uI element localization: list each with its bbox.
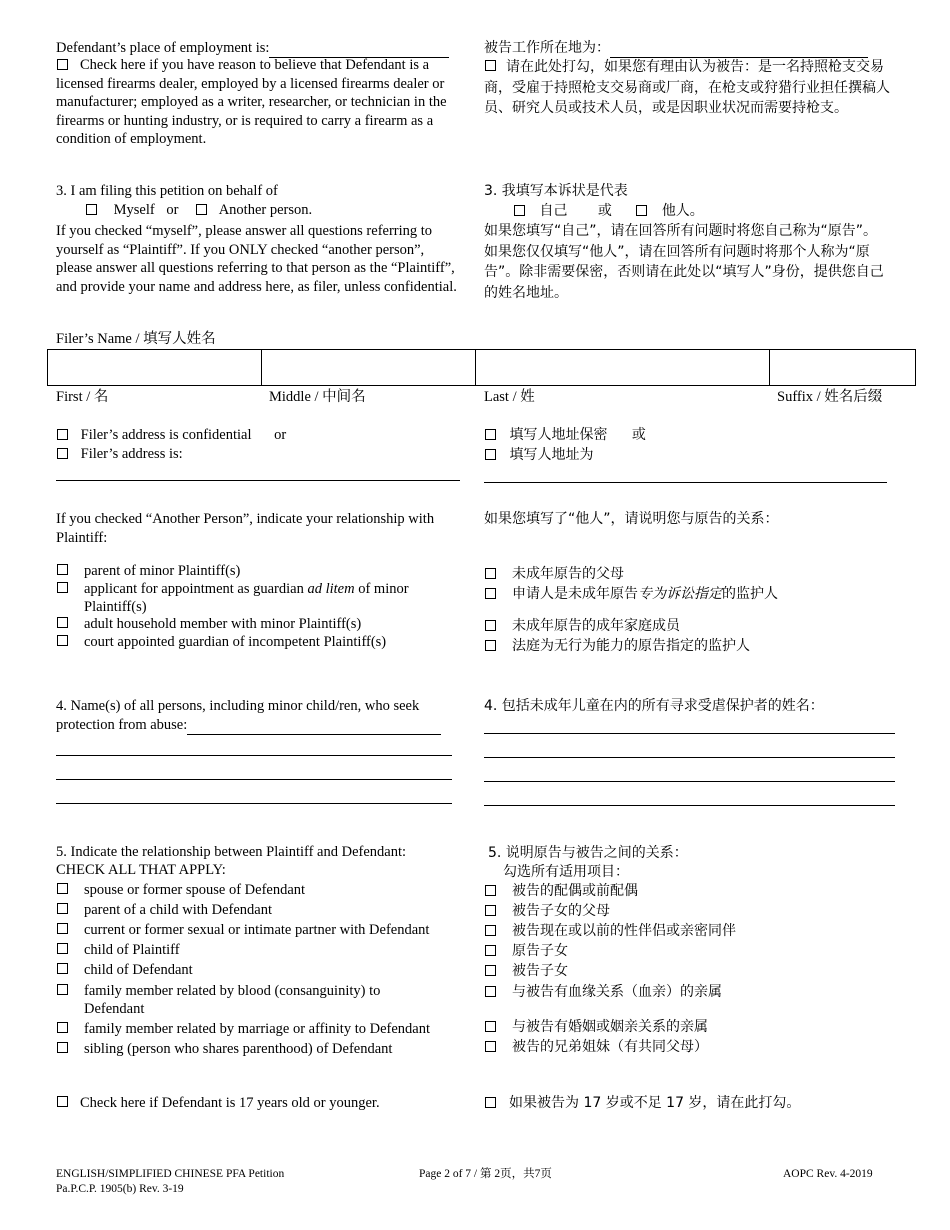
rel-sibling-label-en: sibling (person who shares parenthood) of Defendant	[84, 1041, 393, 1057]
rel-partner-label-zh: 被告现在或以前的性伴侣或亲密同伴	[512, 923, 736, 939]
last-name-caption: Last / 姓	[484, 389, 535, 405]
protected-persons-line-3[interactable]	[56, 779, 452, 780]
applicant-text-post: of minor	[354, 581, 409, 597]
last-name-input[interactable]	[476, 350, 770, 385]
applicant-guardian-checkbox-en[interactable]	[57, 582, 68, 593]
section5-subheading-en: CHECK ALL THAT APPLY:	[56, 862, 226, 878]
adult-household-checkbox-zh[interactable]	[485, 620, 496, 631]
address-confidential-row-zh	[485, 426, 646, 445]
adult-household-checkbox-en[interactable]	[57, 617, 68, 628]
applicant-guardian-checkbox-zh[interactable]	[485, 588, 496, 599]
footer-page-number: Page 2 of 7 / 第 2页，共7页	[419, 1168, 552, 1180]
protected-persons-line-2[interactable]	[56, 755, 452, 756]
rel-blood-checkbox-en[interactable]	[57, 984, 68, 995]
court-guardian-checkbox-en[interactable]	[57, 635, 68, 646]
or-label: or	[166, 202, 179, 218]
filer-name-label: Filer’s Name / 填写人姓名	[56, 331, 216, 347]
section4-heading-en: 4. Name(s) of all persons, including minor child/ren, who seek	[56, 698, 420, 714]
protected-persons-line-zh-1[interactable]	[484, 733, 895, 734]
rel-blood-label-en: family member related by blood (consanguinity) to	[84, 983, 381, 999]
rel-marriage-label-zh: 与被告有婚姻或姻亲关系的亲属	[512, 1019, 708, 1035]
section3-instructions-zh: 如果您填写“自己”，请在回答所有问题时将您自己称为“原告”。如果您仅仅填写“他人”，请在回答所有问题时将那个人称为“原告”。除非需要保密，否则请在此处以“填写人”身份，提供您自己的姓名地址。	[484, 223, 884, 301]
filer-name-box	[47, 349, 916, 386]
rel-sibling-label-zh: 被告的兄弟姐妹（有共同父母）	[512, 1039, 708, 1055]
section4-heading-en-line2	[56, 715, 441, 735]
on-behalf-options-zh	[514, 202, 704, 221]
address-line-en[interactable]	[56, 480, 460, 481]
applicant-text-pre: applicant for appointment as guardian	[84, 581, 308, 597]
applicant-text-em: ad litem	[307, 581, 355, 597]
rel-partner-checkbox-en[interactable]	[57, 923, 68, 934]
applicant-zh-post: 的监护人	[722, 586, 778, 602]
address-is-label-zh: 填写人地址为	[509, 447, 594, 463]
parent-minor-checkbox-en[interactable]	[57, 564, 68, 575]
first-name-input[interactable]	[48, 350, 262, 385]
court-guardian-checkbox-zh[interactable]	[485, 640, 496, 651]
address-or-zh: 或	[631, 427, 646, 443]
rel-parent-child-checkbox-zh[interactable]	[485, 905, 496, 916]
protected-persons-line-zh-2[interactable]	[484, 757, 895, 758]
section5-heading-en: 5. Indicate the relationship between Plaintiff and Defendant:	[56, 844, 407, 860]
rel-sibling-checkbox-en[interactable]	[57, 1042, 68, 1053]
on-behalf-options-en	[86, 201, 312, 220]
myself-label-zh: 自己	[539, 203, 568, 219]
employment-label-en	[56, 38, 449, 58]
age-checkbox-zh[interactable]	[485, 1097, 496, 1108]
address-is-row-en	[57, 445, 183, 464]
court-guardian-label-en: court appointed guardian of incompetent Plaintiff(s)	[84, 634, 387, 650]
address-is-checkbox-zh[interactable]	[485, 449, 496, 460]
rel-marriage-checkbox-zh[interactable]	[485, 1021, 496, 1032]
rel-child-defendant-label-zh: 被告子女	[512, 963, 568, 979]
protected-persons-line-zh-3[interactable]	[484, 781, 895, 782]
address-is-checkbox-en[interactable]	[57, 448, 68, 459]
section5-subheading-zh: 勾选所有适用项目：	[503, 864, 629, 880]
rel-blood-label-en-line2: Defendant	[84, 1001, 145, 1017]
rel-child-plaintiff-checkbox-zh[interactable]	[485, 945, 496, 956]
footer-rule-ref: Pa.P.C.P. 1905(b) Rev. 3-19	[56, 1183, 184, 1195]
section4-heading-en-line2-text: protection from abuse:	[56, 717, 188, 733]
applicant-zh-pre: 申请人是未成年原告	[512, 586, 638, 602]
rel-spouse-label-en: spouse or former spouse of Defendant	[84, 882, 306, 898]
rel-child-plaintiff-label-zh: 原告子女	[512, 943, 568, 959]
address-is-row-zh	[485, 446, 593, 465]
suffix-caption: Suffix / 姓名后缀	[777, 389, 883, 405]
firearms-check-text-zh: 请在此处打勾，如果您有理由认为被告：是一名持照枪支交易商，受雇于持照枪支交易商或厂商，在枪支或狩猎行业担任撰稿人员、研究人员或技术人员，或是因职业状况而需要持枪支。	[484, 59, 890, 116]
rel-sibling-checkbox-zh[interactable]	[485, 1041, 496, 1052]
protected-persons-line-4[interactable]	[56, 803, 452, 804]
adult-household-label-zh: 未成年原告的成年家庭成员	[512, 618, 680, 634]
middle-name-caption: Middle / 中间名	[269, 389, 366, 405]
applicant-guardian-label-en	[84, 580, 409, 599]
address-confidential-row-en	[57, 426, 286, 445]
applicant-zh-em: 专为诉讼指定	[638, 586, 722, 602]
address-confidential-label-zh: 填写人地址保密	[509, 427, 608, 443]
employment-field-zh[interactable]	[610, 38, 868, 58]
first-name-caption: First / 名	[56, 389, 109, 405]
rel-parent-child-label-en: parent of a child with Defendant	[84, 902, 273, 918]
rel-child-defendant-checkbox-zh[interactable]	[485, 965, 496, 976]
myself-checkbox-zh[interactable]	[514, 205, 525, 216]
rel-child-plaintiff-label-en: child of Plaintiff	[84, 942, 180, 958]
rel-blood-checkbox-zh[interactable]	[485, 986, 496, 997]
rel-spouse-checkbox-en[interactable]	[57, 883, 68, 894]
age-label-zh: 如果被告为 17 岁或不足 17 岁，请在此打勾。	[509, 1095, 801, 1111]
section5-heading-zh: 5. 说明原告与被告之间的关系：	[488, 845, 688, 861]
or-label-zh: 或	[597, 203, 612, 219]
rel-parent-child-checkbox-en[interactable]	[57, 903, 68, 914]
address-confidential-label-en: Filer’s address is confidential	[80, 427, 252, 443]
age-checkbox-en[interactable]	[57, 1096, 68, 1107]
rel-spouse-checkbox-zh[interactable]	[485, 885, 496, 896]
address-is-label-en: Filer’s address is:	[80, 446, 183, 462]
section3-heading-zh: 3. 我填写本诉状是代表	[484, 183, 628, 199]
parent-minor-checkbox-zh[interactable]	[485, 568, 496, 579]
section3-instructions-en: If you checked “myself”, please answer all questions referring to yourself as “Plaintiff”. If you ONLY checked “another person”, please answer all questions referring to that person as the “Plaintiff”, and provide your name and address here, as filer, unless confidential.	[56, 223, 457, 295]
rel-child-plaintiff-checkbox-en[interactable]	[57, 943, 68, 954]
parent-minor-label-zh: 未成年原告的父母	[512, 566, 624, 582]
another-person-checkbox-zh[interactable]	[636, 205, 647, 216]
applicant-guardian-label-en-line2: Plaintiff(s)	[84, 599, 147, 615]
adult-household-label-en: adult household member with minor Plaintiff(s)	[84, 616, 362, 632]
employment-label-zh	[484, 38, 868, 58]
address-line-zh[interactable]	[484, 482, 887, 483]
employment-label-zh-text: 被告工作所在地为：	[484, 40, 610, 56]
rel-child-defendant-label-en: child of Defendant	[84, 962, 193, 978]
rel-marriage-label-en: family member related by marriage or affinity to Defendant	[84, 1021, 430, 1037]
address-confidential-checkbox-en[interactable]	[57, 429, 68, 440]
protected-persons-field-1[interactable]	[187, 715, 441, 735]
age-label-en: Check here if Defendant is 17 years old or younger.	[80, 1095, 380, 1111]
myself-checkbox-en[interactable]	[86, 204, 97, 215]
rel-child-defendant-checkbox-en[interactable]	[57, 963, 68, 974]
rel-partner-label-en: current or former sexual or intimate partner with Defendant	[84, 922, 430, 938]
address-or-en: or	[274, 427, 287, 443]
middle-name-input[interactable]	[262, 350, 476, 385]
another-person-label: Another person.	[218, 202, 313, 218]
court-guardian-label-zh: 法庭为无行为能力的原告指定的监护人	[512, 638, 750, 654]
rel-blood-label-zh: 与被告有血缘关系（血亲）的亲属	[512, 984, 722, 1000]
section4-heading-zh: 4. 包括未成年儿童在内的所有寻求受虐保护者的姓名：	[484, 698, 824, 714]
employment-field-en[interactable]	[269, 38, 449, 58]
employment-label-text: Defendant’s place of employment is:	[56, 40, 270, 56]
firearms-check-text-en: Check here if you have reason to believe that Defendant is a licensed firearms dealer, employed by a licensed firearms dealer or manufacturer; employed as a writer, researcher, or technician in the firearms or hunting industry, or is required to carry a firearm as a condition of employment.	[56, 57, 447, 147]
rel-partner-checkbox-zh[interactable]	[485, 925, 496, 936]
rel-marriage-checkbox-en[interactable]	[57, 1022, 68, 1033]
address-confidential-checkbox-zh[interactable]	[485, 429, 496, 440]
another-person-label-zh: 他人。	[661, 203, 704, 219]
myself-label: Myself	[113, 202, 155, 218]
applicant-guardian-label-zh	[512, 585, 778, 604]
rel-spouse-label-zh: 被告的配偶或前配偶	[512, 883, 638, 899]
filer-relationship-heading-en: If you checked “Another Person”, indicate your relationship with Plaintiff:	[56, 511, 435, 546]
parent-minor-label-en: parent of minor Plaintiff(s)	[84, 563, 241, 579]
another-person-checkbox-en[interactable]	[196, 204, 207, 215]
rel-parent-child-label-zh: 被告子女的父母	[512, 903, 610, 919]
footer-form-title: ENGLISH/SIMPLIFIED CHINESE PFA Petition	[56, 1168, 285, 1180]
footer-revision: AOPC Rev. 4-2019	[783, 1168, 873, 1180]
section3-heading-en: 3. I am filing this petition on behalf of	[56, 183, 278, 199]
suffix-input[interactable]	[770, 350, 915, 385]
filer-relationship-heading-zh: 如果您填写了“他人”，请说明您与原告的关系：	[484, 511, 779, 527]
protected-persons-line-zh-4[interactable]	[484, 805, 895, 806]
